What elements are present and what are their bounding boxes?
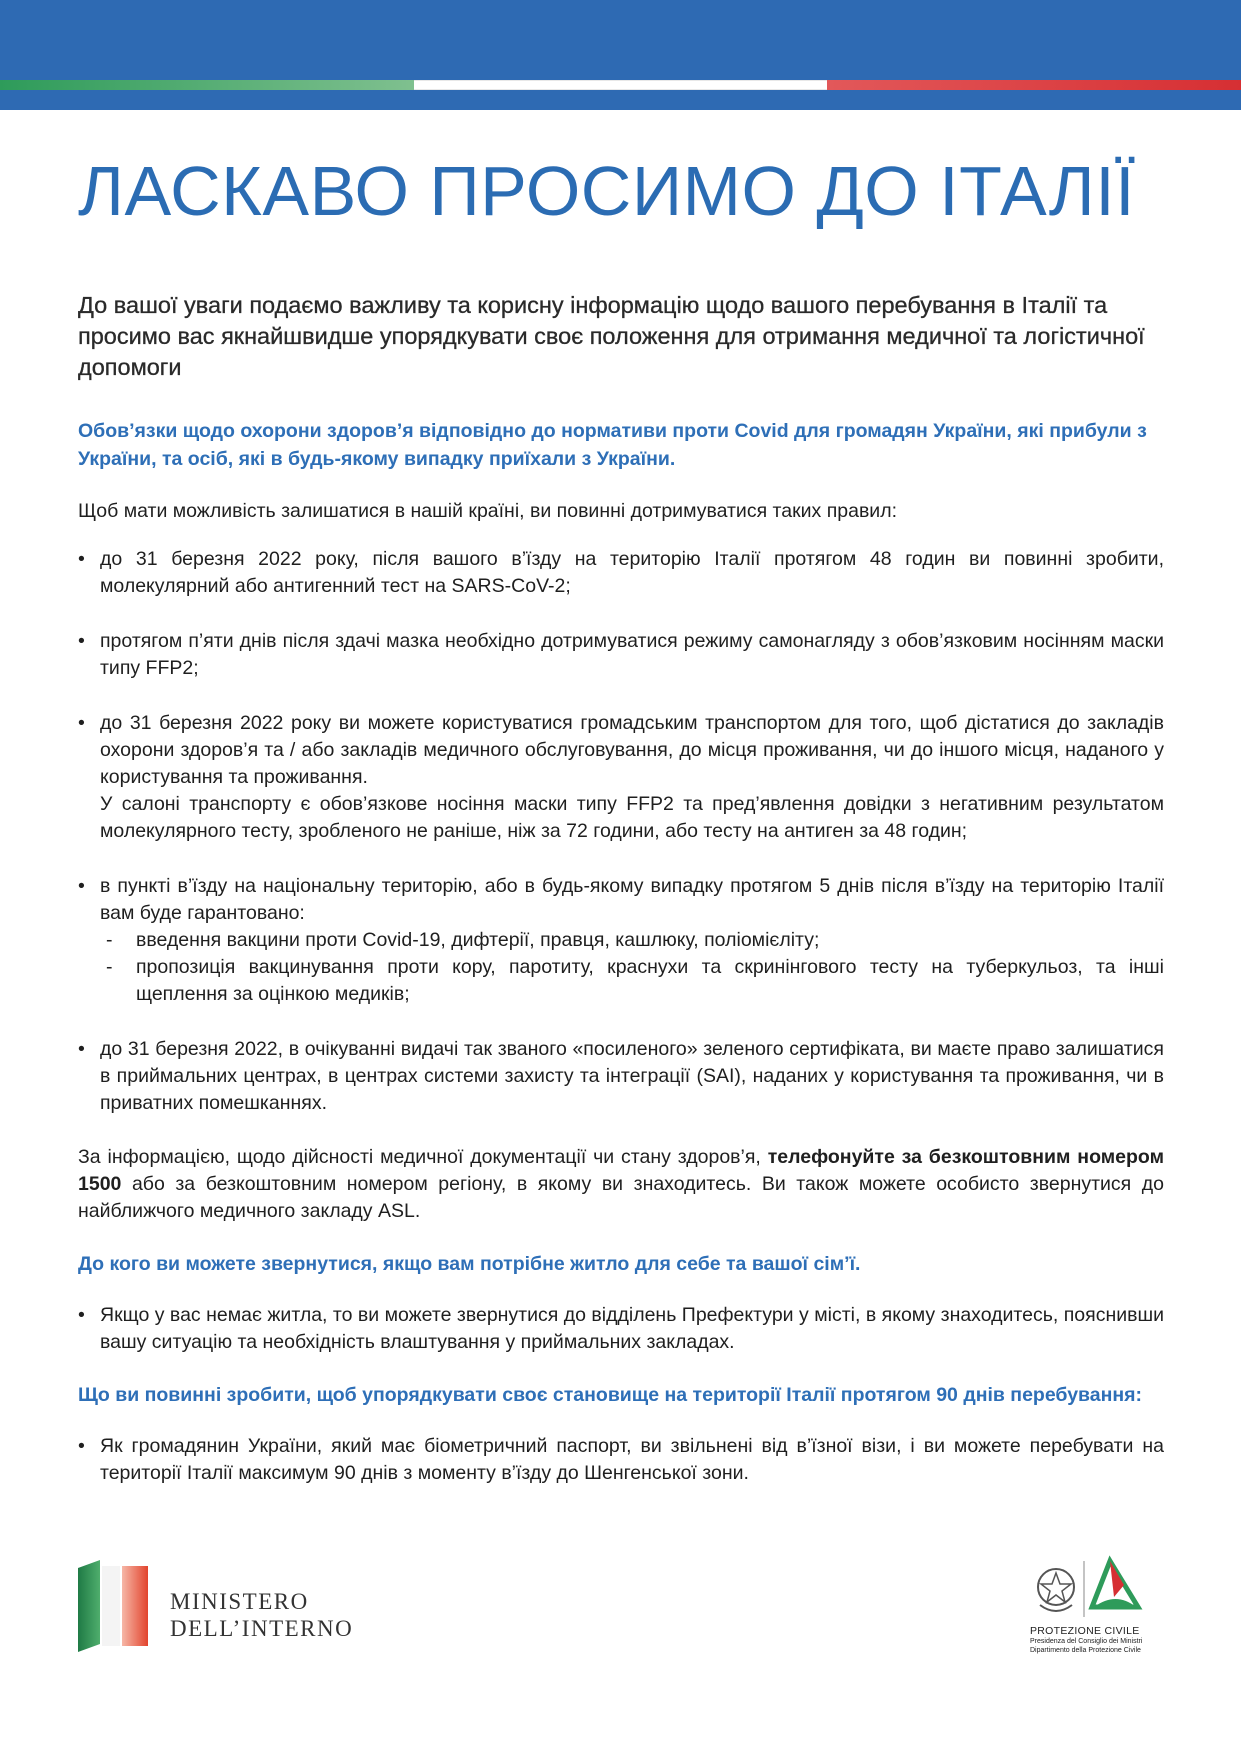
document-body (78, 150, 1164, 1487)
bullet-icon: • (78, 712, 85, 734)
ministry-logo (78, 1560, 378, 1660)
section-heading-stay: Що ви повинні зробити, щоб упорядкувати своє становище на території Італії протягом 90 днів перебування: (78, 1384, 1143, 1406)
pc-subtitle: Presidenza del Consiglio dei Ministri (1030, 1638, 1143, 1645)
hotline-highlight: телефонуйте за безкоштовним номером 1500 (78, 1146, 1164, 1195)
protezione-civile-logo (1030, 1555, 1170, 1675)
bullet-icon: • (78, 1304, 85, 1326)
dash-icon: - (106, 929, 113, 951)
list-item: • Якщо у вас немає житла, то ви можете звернутися до відділень Префектури у місті, в якому знаходитесь, пояснивши вашу ситуацію та необхідність влаштування у приймальних закладах. (78, 1304, 1164, 1353)
bullet-icon: • (78, 1435, 85, 1457)
covid-rules-list (78, 546, 1164, 1117)
list-item: • в пункті в’їзду на національну територію, або в будь-якому випадку протягом 5 днів після в’їзду на територію Італії вам буде гарантовано: - введення вакцини проти Covid-19, дифтерії, правця, кашлюку, поліомієліту; - пропозиція вакцинування проти кору, паротиту, краснухи та скринінгового тесту на туберкульоз, та інші щеплення за оцінкою медиків; (78, 873, 1164, 1008)
intro-text: До вашої уваги подаємо важливу та корисну інформацію щодо вашого перебування в Італії та просимо вас якнайшвидше упорядкувати своє положення для отримання медичної та логістичної допомоги (78, 292, 1145, 380)
section-heading-housing: До кого ви можете звернутися, якщо вам потрібне житло для себе та вашої сім’ї. (78, 1253, 861, 1275)
list-item: - пропозиція вакцинування проти кору, паротиту, краснухи та скринінгового тесту на туберкульоз, та інші щеплення за оцінкою медиків; (106, 956, 1164, 1005)
vaccination-list (100, 927, 1164, 1008)
pc-subtitle: Dipartimento della Protezione Civile (1030, 1647, 1141, 1654)
civil-protection-emblem-icon (1030, 1555, 1170, 1625)
stay-list (78, 1433, 1164, 1487)
bullet-icon: • (78, 548, 85, 570)
pc-title: PROTEZIONE CIVILE (1030, 1625, 1140, 1637)
header-band-lower (0, 90, 1241, 110)
list-item: • до 31 березня 2022, в очікуванні видачі так званого «посиленого» зеленого сертифіката, ви маєте право залишатися в приймальних центрах, в центрах системи захисту та інтеграції (SAI), наданих у користування та проживання, чи в приватних помешканнях. (78, 1038, 1164, 1114)
bullet-icon: • (78, 1038, 85, 1060)
list-item: • Як громадянин України, який має біометричний паспорт, ви звільнені від в’їзної візи, і ви можете перебувати на території Італії максимум 90 днів з моменту в’їзду до Шенгенської зони. (78, 1435, 1164, 1484)
page-title: ЛАСКАВО ПРОСИМО ДО ІТАЛІЇ (78, 152, 1136, 230)
list-item: • до 31 березня 2022 року ви можете користуватися громадським транспортом для того, щоб дістатися до закладів охорони здоров’я та / або закладів медичного обслуговування, до місця проживання, чи до іншого місця, наданого у користування та проживання. У салоні транспорту є обов’язкове носіння маски типу FFP2 та пред’явлення довідки з негативним результатом молекулярного тесту, зробленого не раніше, ніж за 72 години, або тесту на антиген за 48 годин; (78, 712, 1164, 842)
transport-note: У салоні транспорту є обов’язкове носіння маски типу FFP2 та пред’явлення довідки з негативним результатом молекулярного тесту, зробленого не раніше, ніж за 72 години, або тесту на антиген за 48 годин; (100, 793, 1164, 842)
ministry-flag-icon (78, 1560, 148, 1652)
italian-flag-stripe (0, 80, 1241, 90)
section-heading-covid: Обов’язки щодо охорони здоров’я відповідно до нормативи проти Covid для громадян України, які прибули з України, та осіб, які в будь-якому випадку приїхали з України. (78, 420, 1147, 470)
header-band (0, 0, 1241, 80)
bullet-icon: • (78, 630, 85, 652)
health-info-paragraph: За інформацією, щодо дійсності медичної документації чи стану здоров’я, телефонуйте за безкоштовним номером 1500 або за безкоштовним номером регіону, в якому ви знаходитесь. Ви також можете особисто звернутися до найближчого медичного закладу ASL. (78, 1146, 1164, 1222)
list-item: • до 31 березня 2022 року, після вашого в’їзду на територію Італії протягом 48 годин ви повинні зробити, молекулярний або антигенний тест на SARS-CoV-2; (78, 548, 1164, 597)
list-item: • протягом п’яти днів після здачі мазка необхідно дотримуватися режиму самонагляду з обов’язковим носінням маски типу FFP2; (78, 630, 1164, 679)
housing-list (78, 1302, 1164, 1356)
list-item: - введення вакцини проти Covid-19, дифтерії, правця, кашлюку, поліомієліту; (100, 927, 1164, 954)
bullet-icon: • (78, 875, 85, 897)
rules-lead: Щоб мати можливість залишатися в нашій країні, ви повинні дотримуватися таких правил: (78, 500, 897, 522)
dash-icon: - (106, 956, 113, 978)
ministry-name: MINISTERO DELL’INTERNO (170, 1589, 354, 1641)
